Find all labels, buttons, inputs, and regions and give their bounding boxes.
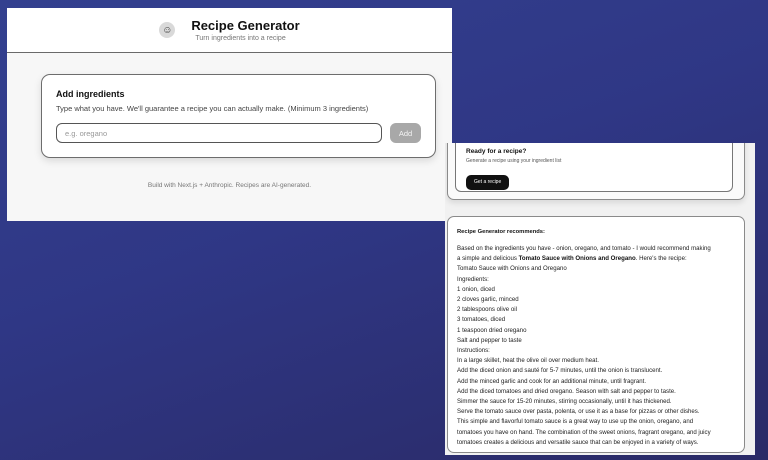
recipe-line: tomatoes creates a delicious and versatile sauce that can be enjoyed in a variety of ways. — [457, 438, 699, 446]
recipe-intro-2 — [457, 254, 734, 264]
recipe-line: Add the minced garlic and cook for an additional minute, until fragrant. — [457, 377, 647, 385]
app-subtitle: Turn ingredients into a recipe — [195, 34, 286, 42]
recipe-line: Tomato Sauce with Onions and Oregano — [457, 265, 567, 273]
ready-card — [455, 143, 733, 192]
recipe-line: In a large skillet, heat the olive oil over medium heat. — [457, 357, 599, 365]
intro-text: a simple and delicious — [457, 255, 519, 263]
add-button[interactable]: Add — [390, 123, 421, 143]
recipe-line: 1 onion, diced — [457, 285, 495, 293]
recipe-line: Simmer the sauce for 15-20 minutes, stirring occasionally, until it has thickened. — [457, 398, 672, 406]
ready-title: Ready for a recipe? — [466, 148, 527, 155]
app-title: Recipe Generator — [191, 17, 300, 33]
recipe-intro-1: Based on the ingredients you have - onion, oregano, and tomato - I would recommend making — [457, 245, 711, 252]
recipe-card — [447, 216, 745, 453]
card-description: Type what you have. We'll guarantee a recipe you can actually make. (Minimum 3 ingredients) — [56, 104, 369, 113]
recipe-line: tomatoes you have on hand. The combination of the sweet onions, fragrant oregano, and juicy — [457, 428, 711, 436]
recipe-line: 2 tablespoons olive oil — [457, 306, 517, 314]
card-title: Add ingredients — [56, 89, 125, 99]
recipe-line: 1 teaspoon dried oregano — [457, 326, 527, 334]
add-ingredients-card — [41, 74, 436, 158]
recipe-name-bold: Tomato Sauce with Onions and Oregano — [518, 255, 636, 263]
get-recipe-button[interactable]: Get a recipe — [466, 175, 509, 190]
app-header — [7, 8, 452, 53]
recipe-line: Add the diced tomatoes and dried oregano. Season with salt and pepper to taste. — [457, 387, 676, 395]
recipe-line: 3 tomatoes, diced — [457, 316, 506, 324]
input-row — [56, 123, 421, 143]
recipe-line: Instructions: — [457, 347, 490, 355]
recipe-line: Ingredients: — [457, 275, 489, 283]
ready-description: Generate a recipe using your ingredient list — [466, 158, 562, 164]
chef-icon: ☺ — [159, 22, 175, 38]
ingredient-input[interactable] — [56, 123, 382, 143]
recipe-line: Salt and pepper to taste — [457, 336, 522, 344]
recipe-line: Serve the tomato sauce over pasta, polenta, or use it as a base for pizzas or other dishes. — [457, 408, 700, 416]
recipe-line: This simple and flavorful tomato sauce is a great way to use up the onion, oregano, and — [457, 418, 694, 426]
left-screenshot-panel — [7, 8, 452, 221]
recipe-line: Add the diced onion and sauté for 5-7 minutes, until the onion is translucent. — [457, 367, 663, 375]
intro-text: . Here's the recipe: — [635, 255, 687, 263]
recipe-heading: Recipe Generator recommends: — [457, 229, 545, 235]
footer-note: Build with Next.js + Anthropic. Recipes are AI-generated. — [147, 182, 312, 189]
right-screenshot-panel — [445, 143, 755, 455]
recipe-line: 2 cloves garlic, minced — [457, 296, 519, 304]
